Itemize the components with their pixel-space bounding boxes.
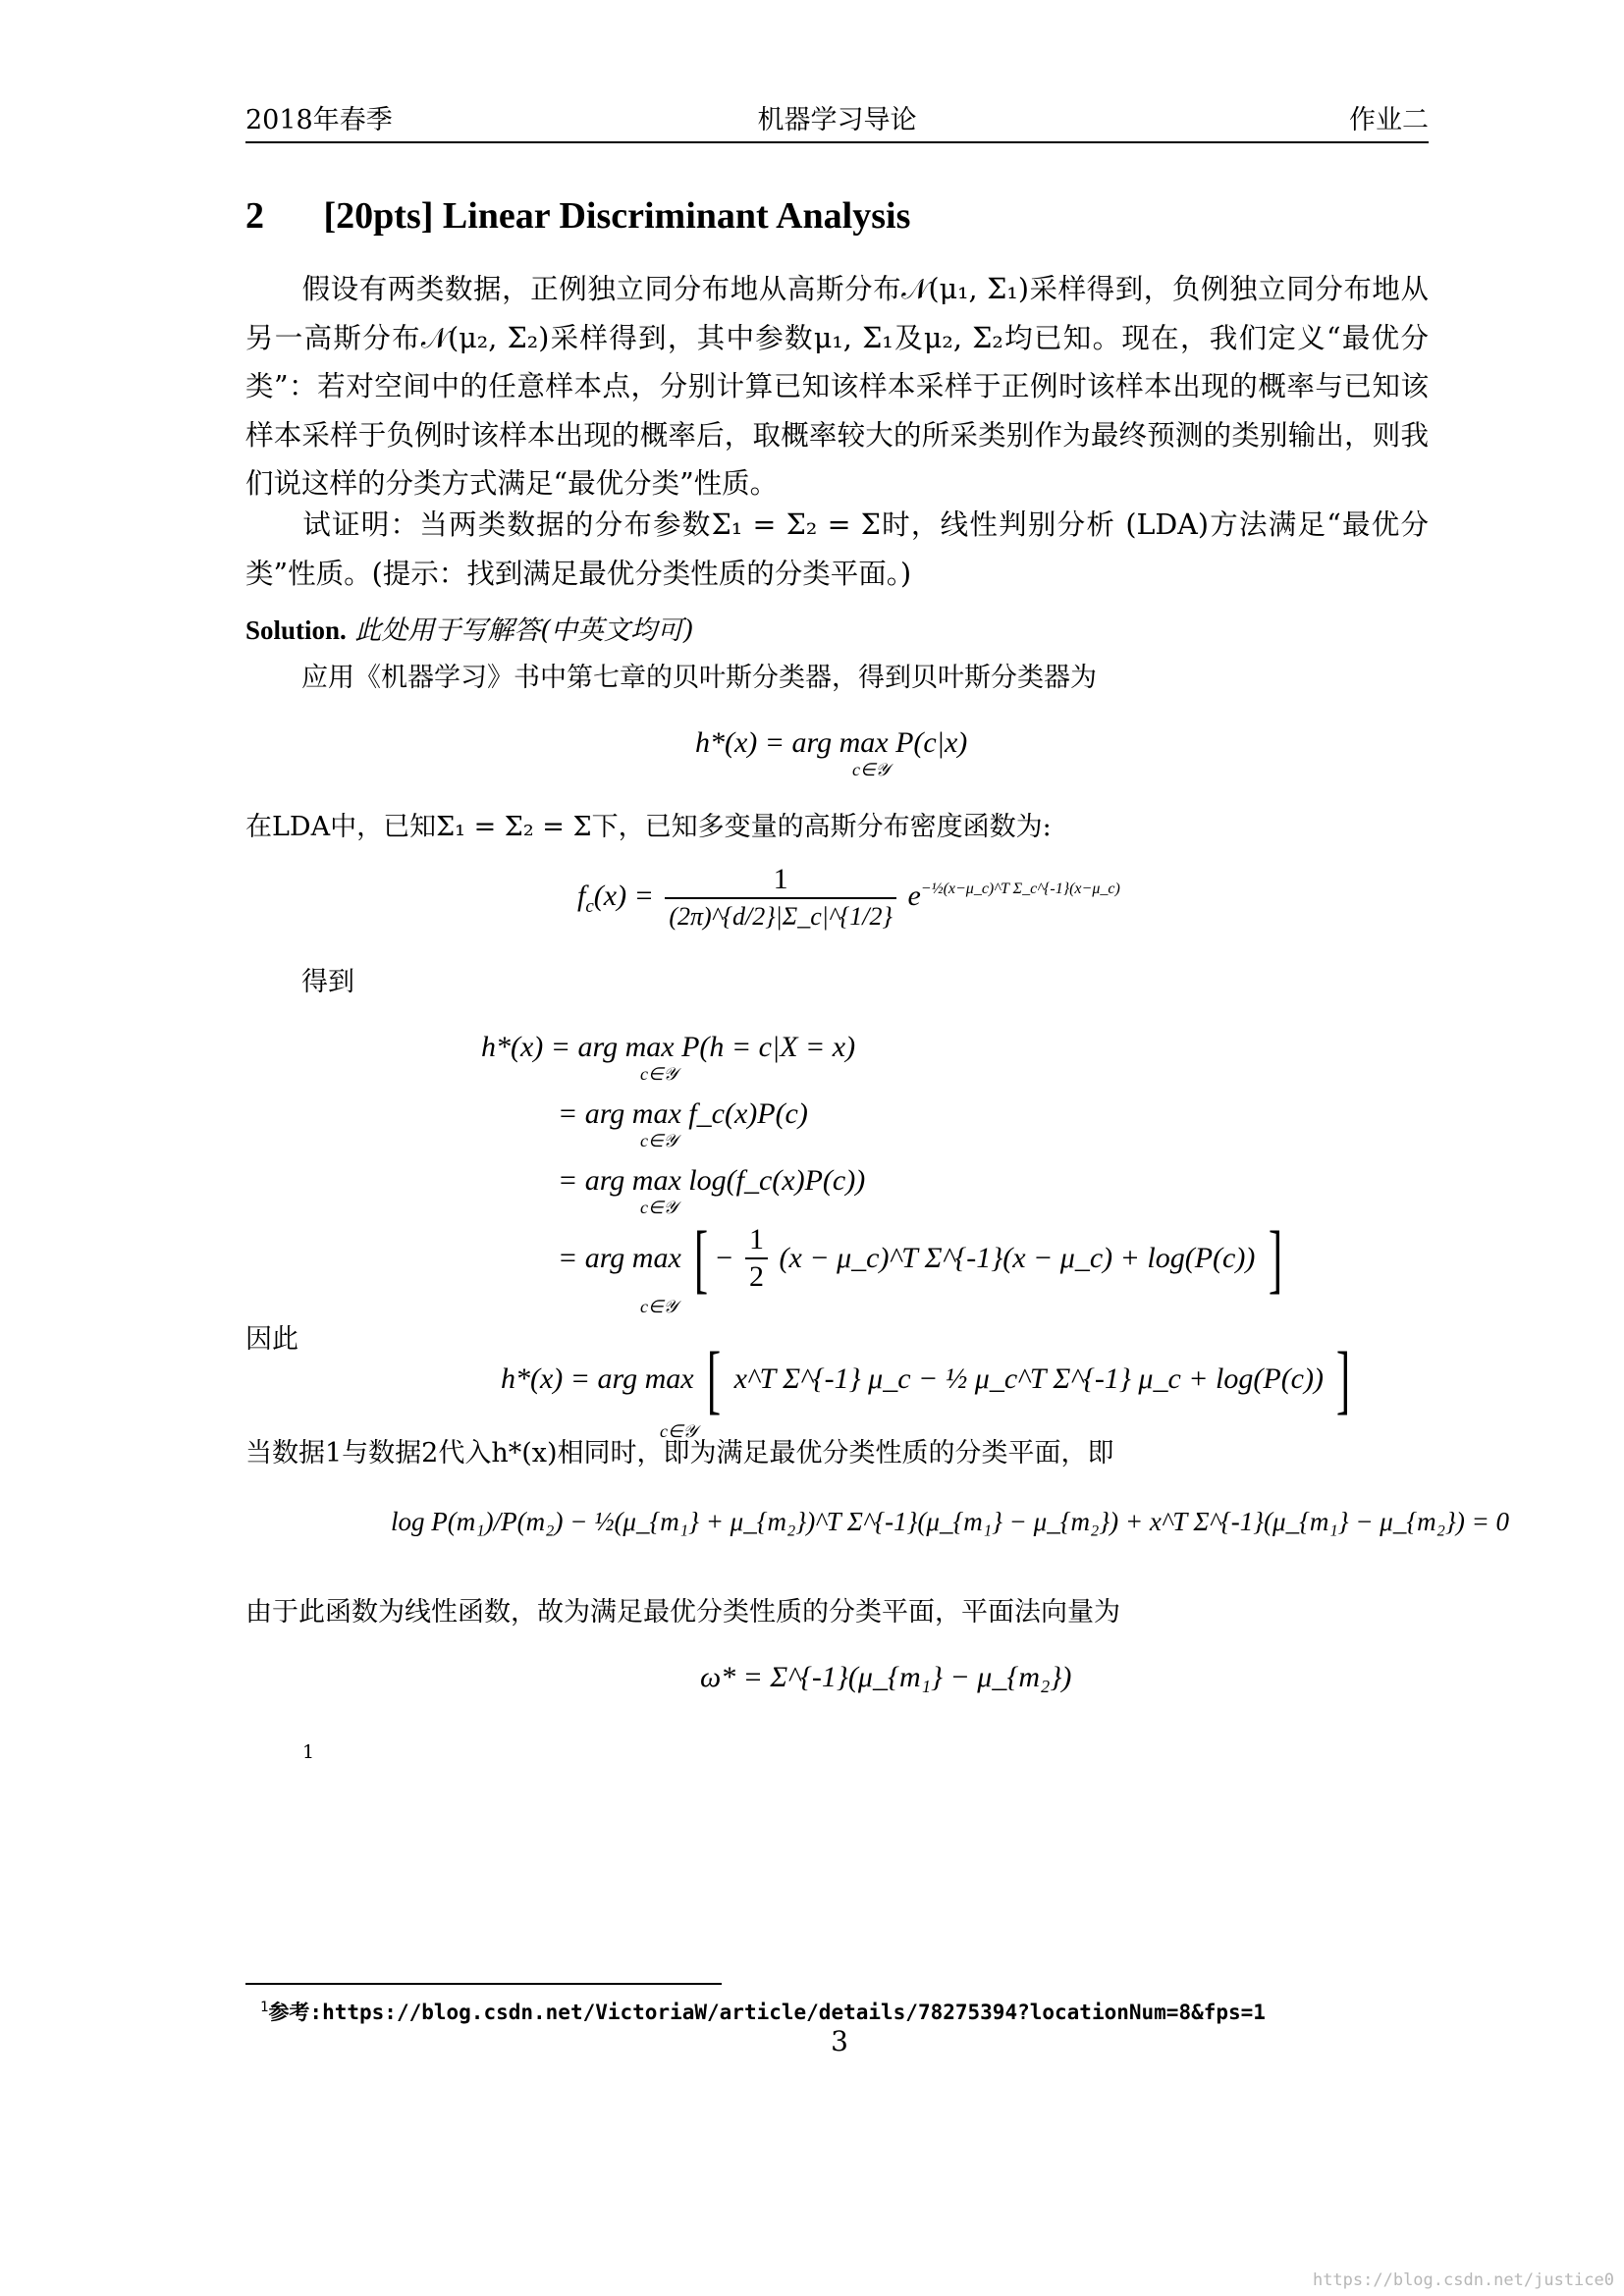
eq2-denominator: (2π)^{d/2}|Σ_c|^{1/2} bbox=[669, 902, 893, 931]
problem-text-2: 试证明：当两类数据的分布参数Σ₁ = Σ₂ = Σ时，线性判别分析 (LDA)方法满足“最优分类”性质。(提示：找到满足最优分类性质的分类平面。) bbox=[245, 508, 1429, 590]
equation-derivation-line-4: = arg max [ − $\frac{1}{2}$ (x − μ_c)^T Σ^{-1}(x − μ_c) + log(P(c)) ] c∈𝒴 bbox=[558, 1215, 1282, 1316]
footnote-marker: 1 bbox=[302, 1741, 315, 1763]
problem-text-1: 假设有两类数据，正例独立同分布地从高斯分布𝒩(μ₁, Σ₁)采样得到，负例独立同分布地从另一高斯分布𝒩(μ₂, Σ₂)采样得到，其中参数μ₁, Σ₁及μ₂, Σ₂均已知。现在，我们定义“最优分类”：若对空间中的任意样本点，分别计算已知该样本采样于正例时该样本出现的概率与已知该样本采样于负例时该样本出现的概率后，取概率较大的所采类别作为最终预测的类别输出，则我们说这样的分类方式满足“最优分类”性质。 bbox=[245, 273, 1429, 500]
equation-normal-vector bbox=[700, 1661, 1071, 1694]
eq3-line3: log(f_c(x)P(c)) bbox=[688, 1164, 866, 1197]
eq3-line2: f_c(x)P(c) bbox=[688, 1097, 808, 1130]
equation-discriminant: h*(x) = arg max [ x^T Σ^{-1} μ_c − ½ μ_c^T Σ^{-1} μ_c + log(P(c)) ] c∈𝒴 bbox=[501, 1336, 1351, 1441]
eq1-subscript: c∈𝒴 bbox=[852, 760, 890, 779]
eq6-body: ω* = Σ^{-1}(μ_{m₁} − μ_{m₂}) bbox=[700, 1661, 1072, 1693]
eq3-line1: P(h = c|X = x) bbox=[681, 1031, 856, 1063]
eq1-rhs: P(c|x) bbox=[895, 726, 968, 759]
eq4-body: x^T Σ^{-1} μ_c − ½ μ_c^T Σ^{-1} μ_c + log(P(c)) bbox=[733, 1362, 1324, 1395]
eq3-line4: (x − μ_c)^T Σ^{-1}(x − μ_c) + log(P(c)) bbox=[779, 1242, 1256, 1274]
eq2-fraction bbox=[665, 862, 896, 934]
eq5-body: log P(m₁)/P(m₂) − ½(μ_{m₁} + μ_{m₂})^T Σ^{-1}(μ_{m₁} − μ_{m₂}) + x^T Σ^{-1}(μ_{m₁} − μ_{m₂}) = 0 bbox=[391, 1507, 1510, 1536]
equation-bayes-classifier bbox=[695, 726, 968, 779]
solution-heading bbox=[245, 609, 693, 647]
solution-label: Solution. bbox=[245, 615, 347, 645]
footnote bbox=[260, 1997, 1266, 2026]
section-heading bbox=[245, 194, 910, 238]
solution-line-2: 在LDA中，已知Σ₁ = Σ₂ = Σ下，已知多变量的高斯分布密度函数为: bbox=[245, 812, 1052, 842]
solution-line-4: 由于此函数为线性函数，故为满足最优分类性质的分类平面，平面法向量为 bbox=[245, 1597, 1120, 1628]
solution-intro: 此处用于写解答(中英文均可) bbox=[354, 615, 694, 646]
page-number: 3 bbox=[831, 2025, 848, 2057]
equation-gaussian-density: $f_c(x)$ = $\frac{1}{(2\pi)\^{}\{d/2\}|\Sigma\_c|\^{}\{1/2\}}$ $e^{-\frac{1}{2}(x-\mu\_c)\^{}T \Sigma\_c\^{}\{-1\}(x-\mu\_c)}$ bbox=[577, 862, 1120, 934]
section-title: [20pts] Linear Discriminant Analysis bbox=[323, 195, 911, 237]
eq2-exponent: −½(x−μ_c)^T Σ_c^{-1}(x−μ_c) bbox=[920, 880, 1120, 897]
equation-decision-boundary bbox=[391, 1507, 1509, 1537]
equation-derivation-line-1: h*(x) = arg max P(h = c|X = x) c∈𝒴 bbox=[481, 1031, 856, 1084]
watermark: https://blog.csdn.net/justice0 bbox=[1312, 2270, 1614, 2290]
footnote-link[interactable]: 参考:https://blog.csdn.net/VictoriaW/article/details/78275394?locationNum=8&fps=1 bbox=[268, 2001, 1266, 2024]
equation-derivation-line-3: = arg max log(f_c(x)P(c)) c∈𝒴 bbox=[558, 1164, 866, 1217]
eq1-lhs: h*(x) = arg max bbox=[695, 726, 889, 759]
section-number: 2 bbox=[245, 195, 264, 237]
solution-line-1: 应用《机器学习》书中第七章的贝叶斯分类器，得到贝叶斯分类器为 bbox=[301, 663, 1097, 693]
problem-paragraph-2 bbox=[245, 501, 1429, 598]
header-left: 2018年春季 bbox=[245, 105, 393, 135]
problem-paragraph-1 bbox=[245, 265, 1429, 508]
eq2-lhs: f bbox=[577, 879, 586, 912]
eq2-numerator: 1 bbox=[665, 862, 896, 899]
header-center: 机器学习导论 bbox=[757, 105, 917, 135]
solution-got: 得到 bbox=[301, 967, 354, 997]
footnote-rule bbox=[245, 1983, 722, 1985]
equation-derivation-line-2: = arg max f_c(x)P(c) c∈𝒴 bbox=[558, 1097, 808, 1150]
solution-therefore: 因此 bbox=[245, 1324, 298, 1355]
header-rule bbox=[245, 141, 1429, 143]
header-right: 作业二 bbox=[1349, 105, 1429, 135]
solution-line-3: 当数据1与数据2代入h*(x)相同时，即为满足最优分类性质的分类平面，即 bbox=[245, 1438, 1114, 1468]
running-header bbox=[245, 98, 1429, 139]
footnote-number: 1 bbox=[260, 2000, 269, 2015]
